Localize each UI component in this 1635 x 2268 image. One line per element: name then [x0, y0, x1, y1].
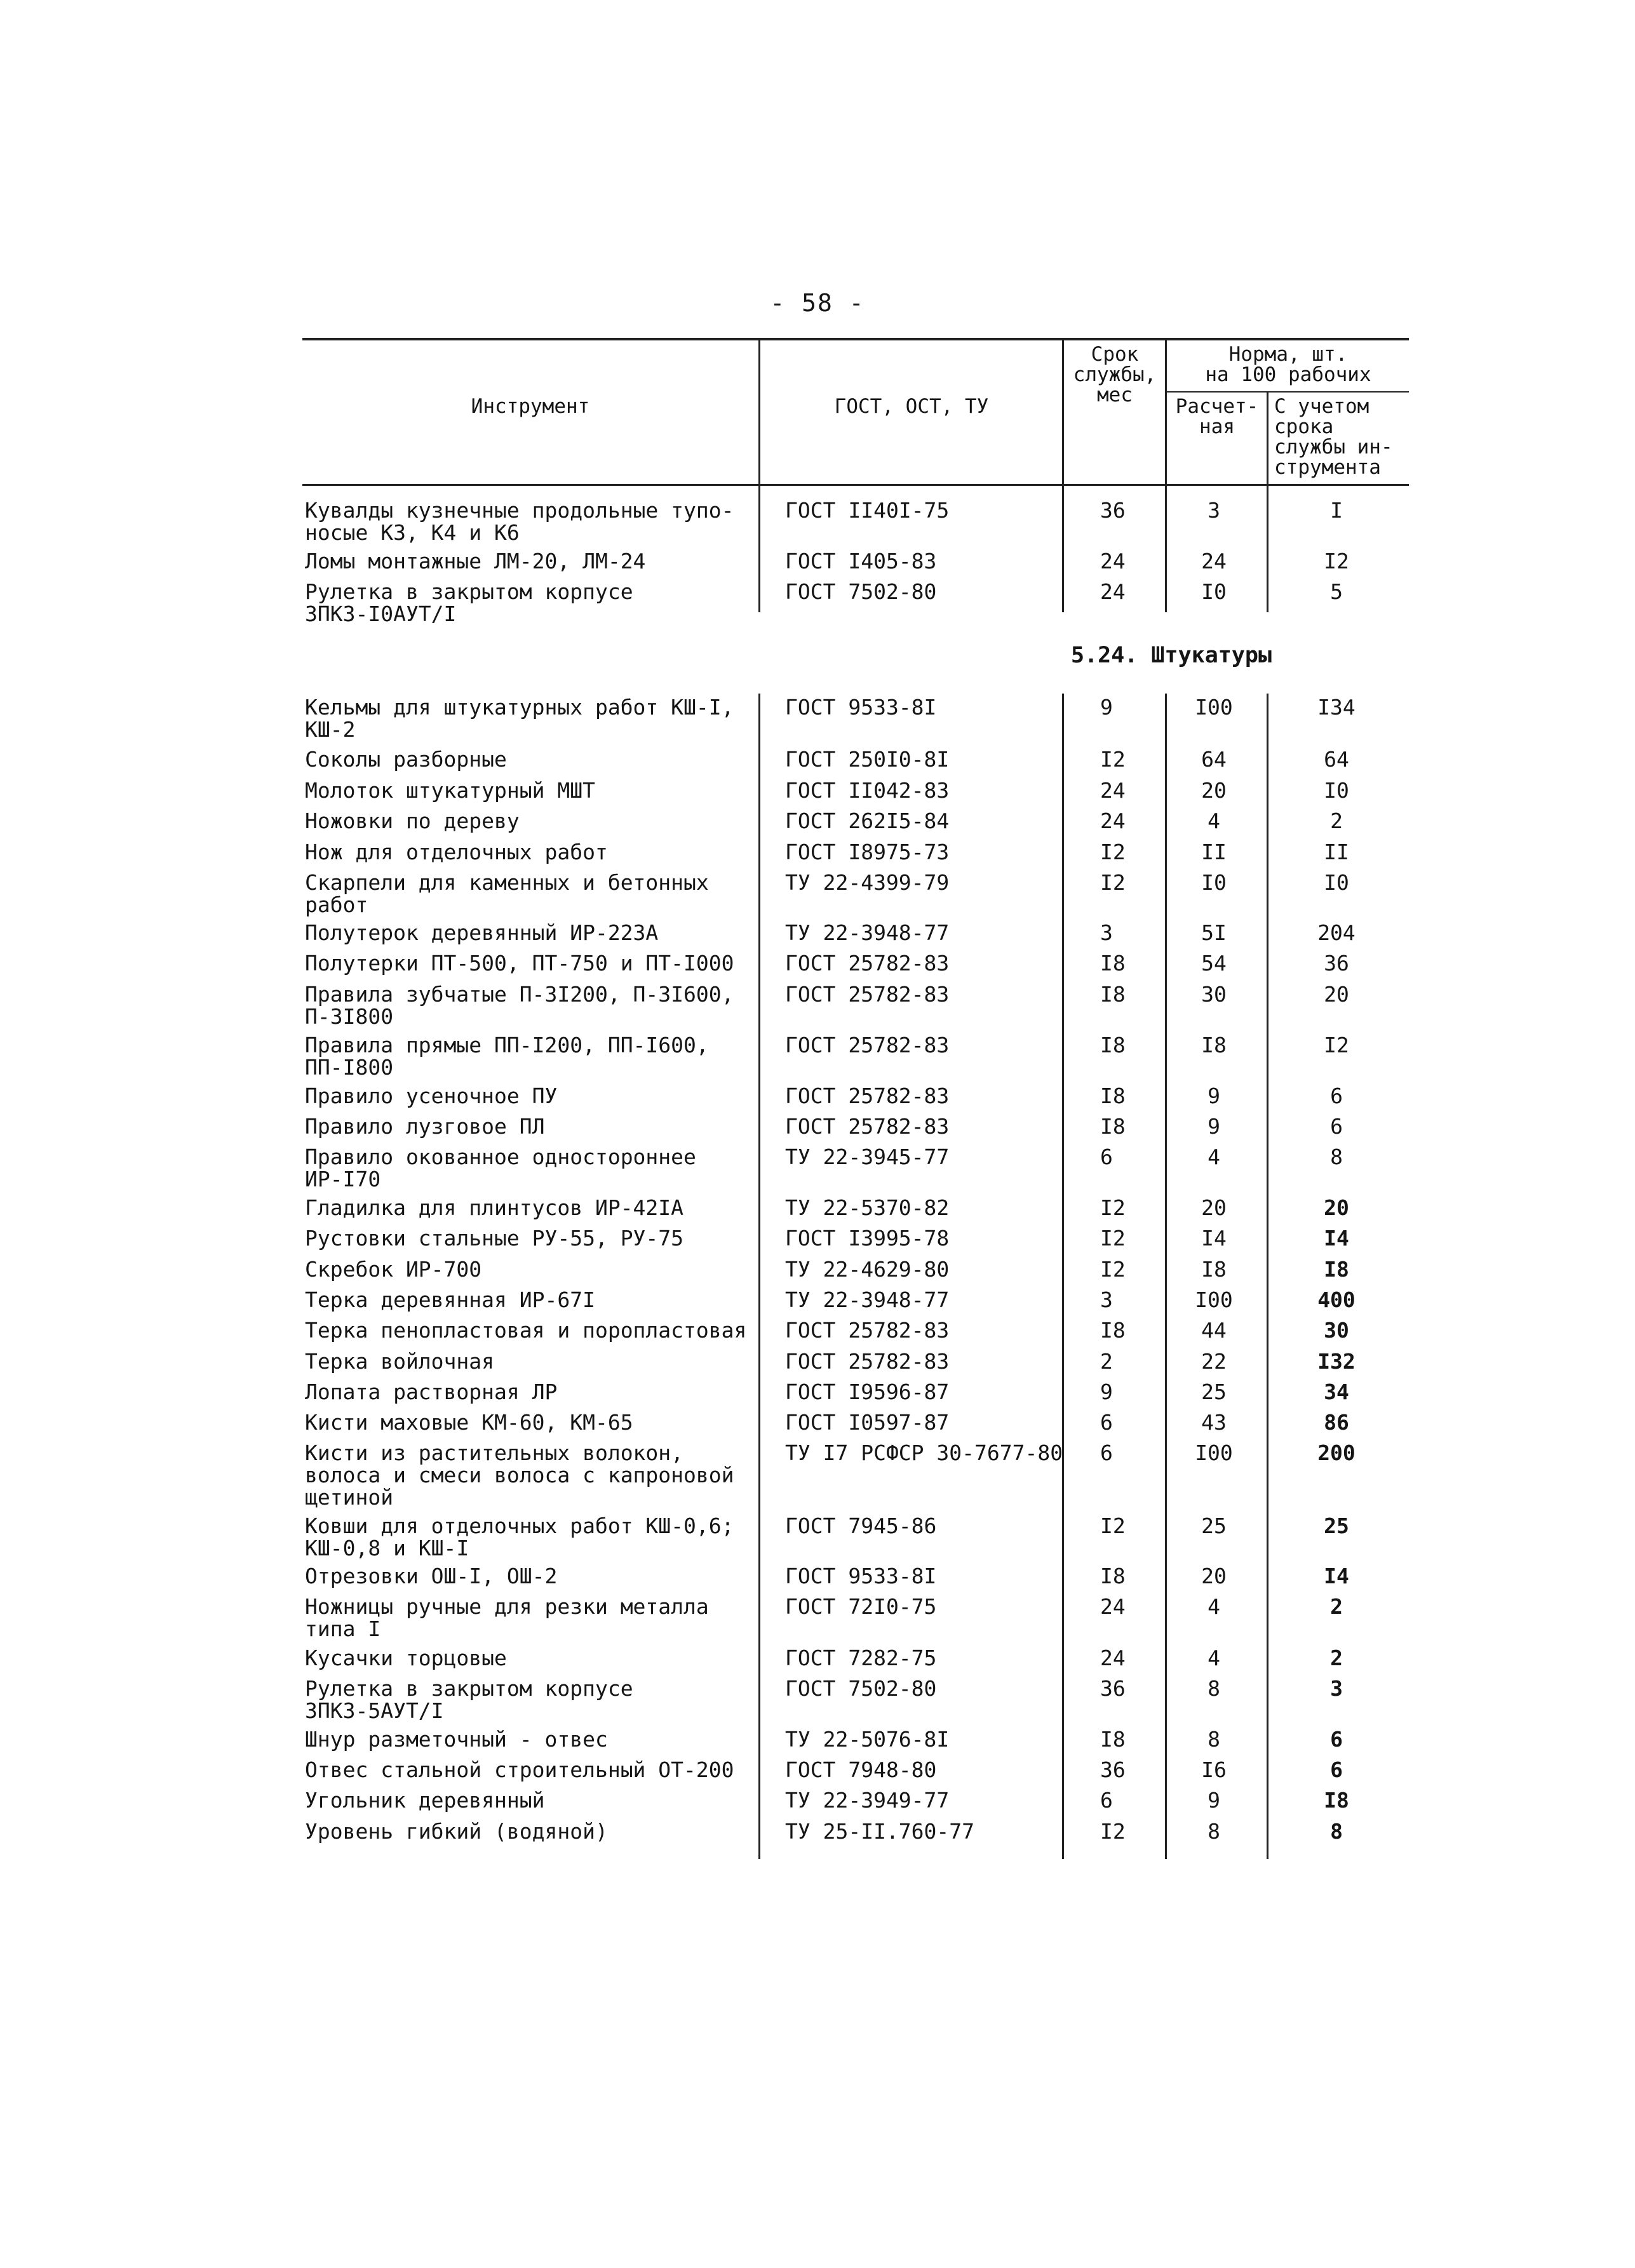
- table-header: [302, 338, 1409, 485]
- cell-service-life: 24: [1100, 549, 1126, 574]
- section-title: 5.24. Штукатуры: [1071, 643, 1272, 668]
- cell-standard: ГОСТ 7282-75: [785, 1646, 937, 1670]
- cell-service-life: I8: [1100, 1564, 1126, 1588]
- cell-with-service-life: 20: [1324, 1195, 1349, 1220]
- cell-calculated: 25: [1201, 1379, 1227, 1404]
- cell-with-service-life: 6: [1330, 1084, 1343, 1108]
- cell-service-life: I8: [1100, 1114, 1126, 1139]
- cell-calculated: 22: [1201, 1349, 1227, 1374]
- cell-service-life: I2: [1100, 1195, 1126, 1220]
- cell-calculated: I8: [1201, 1257, 1227, 1282]
- cell-instrument: Правило усеночное ПУ: [305, 1084, 558, 1108]
- cell-instrument: Уровень гибкий (водяной): [305, 1819, 608, 1844]
- table-body-section: [302, 694, 1409, 1862]
- header-service-life: Срок службы, мес: [1073, 343, 1157, 406]
- cell-service-life: 3: [1100, 1287, 1113, 1312]
- cell-service-life: 3: [1100, 920, 1113, 945]
- cell-standard: ГОСТ 9533-8I: [785, 1564, 937, 1588]
- cell-with-service-life: 5: [1330, 579, 1343, 604]
- cell-calculated: 20: [1201, 778, 1227, 803]
- cell-with-service-life: 6: [1330, 1757, 1343, 1782]
- cell-instrument: Терка войлочная: [305, 1349, 495, 1374]
- cell-standard: ГОСТ II40I-75: [785, 498, 950, 523]
- cell-instrument: Нож для отделочных работ: [305, 840, 608, 864]
- cell-service-life: I8: [1100, 1033, 1126, 1057]
- cell-with-service-life: I: [1330, 498, 1343, 523]
- cell-calculated: 30: [1201, 982, 1227, 1007]
- cell-service-life: 6: [1100, 1410, 1113, 1435]
- cell-service-life: I2: [1100, 1819, 1126, 1844]
- cell-instrument: Скребок ИР-700: [305, 1257, 482, 1282]
- cell-instrument: Рустовки стальные РУ-55, РУ-75: [305, 1226, 684, 1251]
- cell-calculated: II: [1201, 840, 1227, 864]
- cell-with-service-life: I4: [1324, 1564, 1349, 1588]
- table-body-previous: [302, 485, 1409, 626]
- cell-with-service-life: I2: [1324, 1033, 1349, 1057]
- cell-calculated: I8: [1201, 1033, 1227, 1057]
- cell-with-service-life: 8: [1330, 1144, 1343, 1169]
- cell-standard: ТУ 22-3948-77: [785, 920, 950, 945]
- header-instrument: Инструмент: [471, 395, 590, 418]
- cell-with-service-life: I4: [1324, 1226, 1349, 1251]
- cell-service-life: I8: [1100, 1727, 1126, 1752]
- cell-standard: ГОСТ 25782-83: [785, 951, 950, 976]
- cell-with-service-life: I2: [1324, 549, 1349, 574]
- cell-service-life: I2: [1100, 1257, 1126, 1282]
- cell-standard: ГОСТ I3995-78: [785, 1226, 950, 1251]
- cell-service-life: I8: [1100, 1084, 1126, 1108]
- cell-with-service-life: 2: [1330, 1646, 1343, 1670]
- cell-service-life: 9: [1100, 695, 1113, 720]
- cell-service-life: 24: [1100, 1594, 1126, 1619]
- cell-with-service-life: I8: [1324, 1257, 1349, 1282]
- cell-standard: ГОСТ 9533-8I: [785, 695, 937, 720]
- cell-with-service-life: 2: [1330, 809, 1343, 833]
- cell-with-service-life: 86: [1324, 1410, 1349, 1435]
- cell-standard: ГОСТ 25782-83: [785, 1318, 950, 1343]
- cell-with-service-life: 2: [1330, 1594, 1343, 1619]
- cell-with-service-life: 3: [1330, 1676, 1343, 1701]
- cell-service-life: I8: [1100, 982, 1126, 1007]
- cell-calculated: 64: [1201, 747, 1227, 772]
- cell-instrument: Правила зубчатые П-3I200, П-3I600, П-3I800: [305, 982, 734, 1029]
- cell-calculated: 4: [1208, 1144, 1220, 1169]
- cell-calculated: I4: [1201, 1226, 1227, 1251]
- cell-standard: ГОСТ II042-83: [785, 778, 950, 803]
- cell-service-life: 9: [1100, 1379, 1113, 1404]
- cell-with-service-life: I8: [1324, 1788, 1349, 1813]
- cell-service-life: I2: [1100, 1513, 1126, 1538]
- cell-standard: ГОСТ 262I5-84: [785, 809, 950, 833]
- header-with-service-life: С учетом срока службы ин- струмента: [1274, 395, 1393, 479]
- cell-standard: ТУ 22-3945-77: [785, 1144, 950, 1169]
- cell-standard: ТУ 22-3948-77: [785, 1287, 950, 1312]
- cell-standard: ТУ 22-3949-77: [785, 1788, 950, 1813]
- cell-calculated: 8: [1208, 1727, 1220, 1752]
- header-norm: Норма, шт. на 100 рабочих: [1205, 343, 1371, 386]
- cell-calculated: 3: [1208, 498, 1220, 523]
- cell-standard: ГОСТ 72I0-75: [785, 1594, 937, 1619]
- cell-calculated: 4: [1208, 1646, 1220, 1670]
- cell-standard: ГОСТ I405-83: [785, 549, 937, 574]
- column-divider: [758, 338, 760, 486]
- cell-service-life: 6: [1100, 1440, 1113, 1465]
- cell-service-life: 24: [1100, 579, 1126, 604]
- cell-with-service-life: I0: [1324, 870, 1349, 895]
- cell-standard: ГОСТ 7945-86: [785, 1513, 937, 1538]
- cell-instrument: Полутерки ПТ-500, ПТ-750 и ПТ-I000: [305, 951, 734, 976]
- cell-service-life: I2: [1100, 1226, 1126, 1251]
- cell-instrument: Скарпели для каменных и бетонных работ: [305, 870, 709, 917]
- cell-standard: ГОСТ I0597-87: [785, 1410, 950, 1435]
- cell-standard: ТУ 22-4399-79: [785, 870, 950, 895]
- cell-calculated: 24: [1201, 549, 1227, 574]
- cell-calculated: 4: [1208, 1594, 1220, 1619]
- cell-instrument: Ножницы ручные для резки металла типа I: [305, 1594, 709, 1641]
- cell-calculated: I0: [1201, 870, 1227, 895]
- cell-standard: ГОСТ 7502-80: [785, 579, 937, 604]
- column-divider: [758, 485, 760, 612]
- cell-calculated: 20: [1201, 1195, 1227, 1220]
- cell-service-life: 6: [1100, 1144, 1113, 1169]
- cell-with-service-life: 6: [1330, 1114, 1343, 1139]
- cell-with-service-life: I32: [1317, 1349, 1356, 1374]
- cell-instrument: Ножовки по дереву: [305, 809, 520, 833]
- cell-instrument: Угольник деревянный: [305, 1788, 545, 1813]
- cell-instrument: Кусачки торцовые: [305, 1646, 507, 1670]
- cell-standard: ГОСТ I9596-87: [785, 1379, 950, 1404]
- cell-with-service-life: 20: [1324, 982, 1349, 1007]
- cell-service-life: I2: [1100, 747, 1126, 772]
- cell-service-life: I2: [1100, 840, 1126, 864]
- cell-standard: ГОСТ 25782-83: [785, 1033, 950, 1057]
- cell-instrument: Полутерок деревянный ИР-223А: [305, 920, 659, 945]
- cell-calculated: 25: [1201, 1513, 1227, 1538]
- column-divider: [1062, 338, 1064, 486]
- cell-calculated: 20: [1201, 1564, 1227, 1588]
- cell-instrument: Терка пенопластовая и поропластовая: [305, 1318, 747, 1343]
- norms-table: [302, 338, 1409, 1862]
- cell-instrument: Отвес стальной строительный ОТ-200: [305, 1757, 734, 1782]
- cell-with-service-life: 204: [1317, 920, 1356, 945]
- cell-standard: ГОСТ 25782-83: [785, 1084, 950, 1108]
- cell-with-service-life: 30: [1324, 1318, 1349, 1343]
- cell-with-service-life: I0: [1324, 778, 1349, 803]
- norm-subheader-rule: [1165, 391, 1409, 393]
- cell-calculated: 9: [1208, 1084, 1220, 1108]
- cell-calculated: 5I: [1201, 920, 1227, 945]
- cell-instrument: Ломы монтажные ЛМ-20, ЛМ-24: [305, 549, 646, 574]
- cell-calculated: 4: [1208, 809, 1220, 833]
- section-heading-block: [302, 619, 1409, 694]
- cell-standard: ГОСТ 25782-83: [785, 982, 950, 1007]
- cell-standard: ТУ 22-5076-8I: [785, 1727, 950, 1752]
- cell-instrument: Кисти маховые КМ-60, КМ-65: [305, 1410, 633, 1435]
- cell-with-service-life: 400: [1317, 1287, 1356, 1312]
- column-divider: [1267, 393, 1268, 486]
- cell-instrument: Кисти из растительных волокон, волоса и смеси волоса с капроновой щетиной: [305, 1440, 734, 1510]
- cell-with-service-life: 8: [1330, 1819, 1343, 1844]
- cell-calculated: 43: [1201, 1410, 1227, 1435]
- cell-calculated: I00: [1195, 1440, 1233, 1465]
- cell-service-life: I2: [1100, 870, 1126, 895]
- cell-service-life: 24: [1100, 778, 1126, 803]
- cell-instrument: Рулетка в закрытом корпусе ЗПК3-I0АУТ/I: [305, 579, 633, 626]
- cell-service-life: 24: [1100, 809, 1126, 833]
- cell-service-life: 6: [1100, 1788, 1113, 1813]
- header-standard: ГОСТ, ОСТ, ТУ: [834, 395, 989, 418]
- cell-calculated: 8: [1208, 1676, 1220, 1701]
- cell-instrument: Ковши для отделочных работ КШ-0,6; КШ-0,8 и КШ-I: [305, 1513, 734, 1560]
- cell-service-life: I8: [1100, 951, 1126, 976]
- cell-calculated: 54: [1201, 951, 1227, 976]
- header-top-rule: [302, 338, 1409, 340]
- cell-service-life: 2: [1100, 1349, 1113, 1374]
- cell-instrument: Правило лузговое ПЛ: [305, 1114, 545, 1139]
- cell-standard: ТУ 25-II.760-77: [785, 1819, 975, 1844]
- cell-with-service-life: 200: [1317, 1440, 1356, 1465]
- cell-service-life: 36: [1100, 1757, 1126, 1782]
- cell-instrument: Терка деревянная ИР-67I: [305, 1287, 595, 1312]
- cell-instrument: Лопата растворная ЛР: [305, 1379, 558, 1404]
- cell-standard: ГОСТ 7948-80: [785, 1757, 937, 1782]
- cell-with-service-life: 36: [1324, 951, 1349, 976]
- cell-with-service-life: 6: [1330, 1727, 1343, 1752]
- cell-calculated: I00: [1195, 1287, 1233, 1312]
- cell-instrument: Отрезовки ОШ-I, ОШ-2: [305, 1564, 558, 1588]
- page-number: - 58 -: [770, 289, 865, 317]
- cell-calculated: I00: [1195, 695, 1233, 720]
- cell-instrument: Правило окованное одностороннее ИР-I70: [305, 1144, 696, 1191]
- cell-calculated: 44: [1201, 1318, 1227, 1343]
- cell-with-service-life: 64: [1324, 747, 1349, 772]
- cell-service-life: 36: [1100, 498, 1126, 523]
- cell-service-life: 36: [1100, 1676, 1126, 1701]
- cell-calculated: 9: [1208, 1788, 1220, 1813]
- cell-calculated: 8: [1208, 1819, 1220, 1844]
- cell-standard: ГОСТ 7502-80: [785, 1676, 937, 1701]
- cell-service-life: 24: [1100, 1646, 1126, 1670]
- cell-instrument: Соколы разборные: [305, 747, 507, 772]
- cell-standard: ТУ 22-4629-80: [785, 1257, 950, 1282]
- cell-instrument: Кувалды кузнечные продольные тупо- носые К3, К4 и К6: [305, 498, 734, 545]
- cell-instrument: Правила прямые ПП-I200, ПП-I600, ПП-I800: [305, 1033, 709, 1080]
- cell-calculated: I6: [1201, 1757, 1227, 1782]
- cell-instrument: Рулетка в закрытом корпусе ЗПК3-5АУТ/I: [305, 1676, 633, 1723]
- cell-standard: ТУ 22-5370-82: [785, 1195, 950, 1220]
- cell-standard: ГОСТ 25782-83: [785, 1349, 950, 1374]
- cell-calculated: 9: [1208, 1114, 1220, 1139]
- cell-calculated: I0: [1201, 579, 1227, 604]
- cell-standard: ГОСТ 250I0-8I: [785, 747, 950, 772]
- cell-with-service-life: 25: [1324, 1513, 1349, 1538]
- cell-standard: ТУ I7 РСФСР 30-7677-80: [785, 1440, 1063, 1465]
- cell-with-service-life: 34: [1324, 1379, 1349, 1404]
- cell-instrument: Шнур разметочный - отвес: [305, 1727, 608, 1752]
- header-calculated: Расчет- ная: [1175, 395, 1259, 438]
- cell-instrument: Кельмы для штукатурных работ КШ-I, КШ-2: [305, 695, 734, 742]
- cell-instrument: Молоток штукатурный МШТ: [305, 778, 595, 803]
- cell-with-service-life: I34: [1317, 695, 1356, 720]
- column-divider: [1165, 338, 1167, 486]
- cell-service-life: I8: [1100, 1318, 1126, 1343]
- cell-with-service-life: II: [1324, 840, 1349, 864]
- cell-standard: ГОСТ 25782-83: [785, 1114, 950, 1139]
- column-divider: [758, 694, 760, 1859]
- cell-instrument: Гладилка для плинтусов ИР-42IА: [305, 1195, 684, 1220]
- cell-standard: ГОСТ I8975-73: [785, 840, 950, 864]
